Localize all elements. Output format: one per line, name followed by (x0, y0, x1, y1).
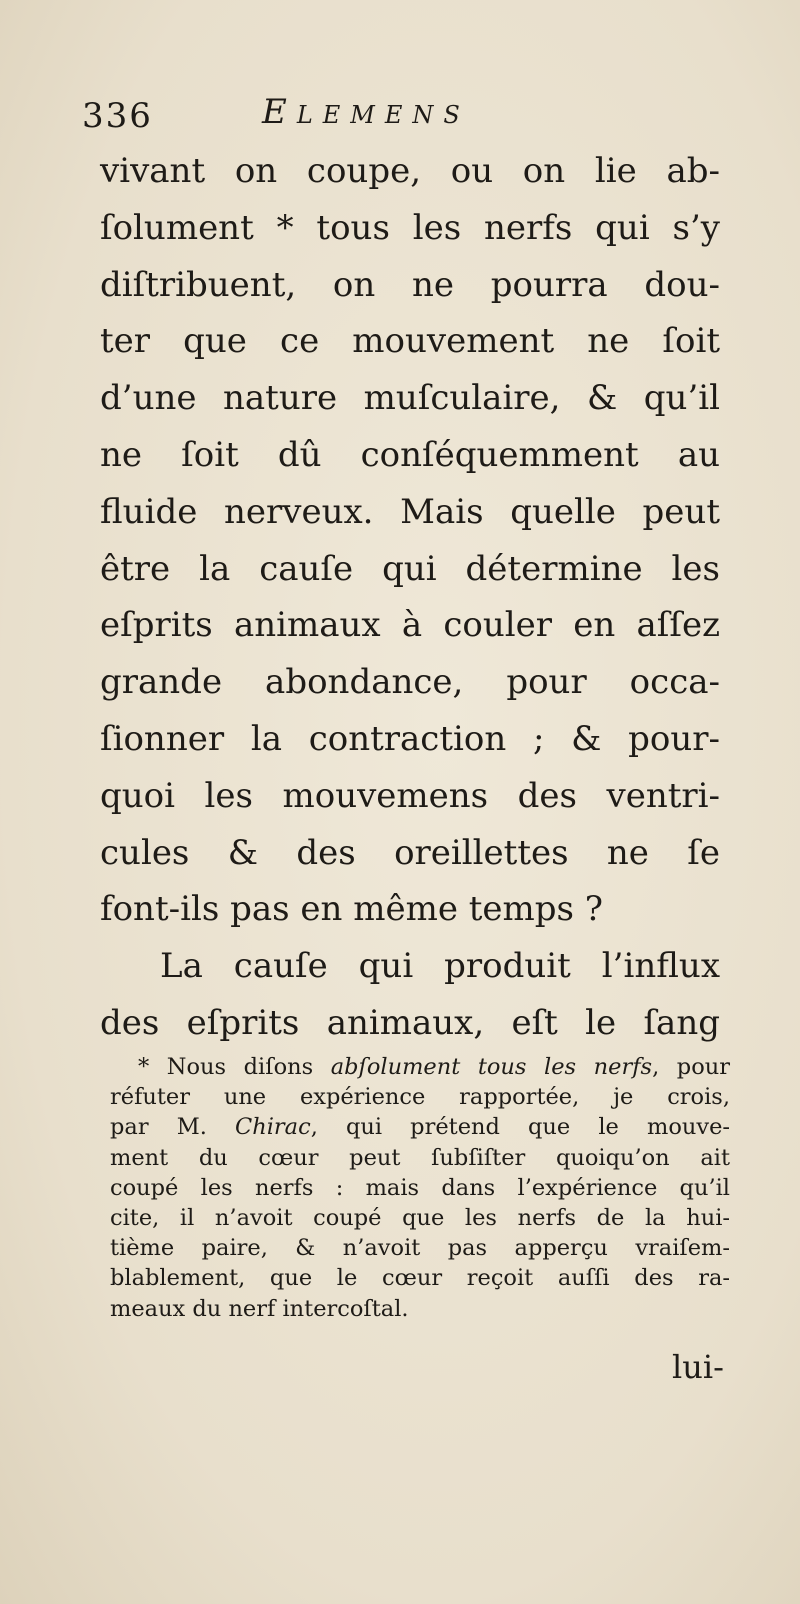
text-line: ter que ce mouvement ne ſoit (100, 321, 720, 362)
text-line: fluide nerveux. Mais quelle peut (100, 491, 720, 532)
text-line: être la cauſe qui détermine les (100, 548, 720, 589)
running-head (82, 92, 642, 142)
footnote-line (110, 1112, 730, 1142)
page-number: 336 (82, 96, 153, 136)
footnote-text: , qui prétend que le mouve- (310, 1114, 730, 1141)
footnote-text: , pour (652, 1054, 731, 1080)
footnote-line: blablement, que le cœur reçoit auſſi des ra- (110, 1265, 730, 1292)
text-line: font-ils pas en même temps ? (100, 889, 604, 930)
text-line: quoi les mouvemens des ventri- (100, 775, 720, 816)
text-line: d’une nature muſculaire, & qu’il (100, 378, 720, 419)
footnote (110, 1052, 730, 1324)
footnote-text: par M. (110, 1114, 207, 1141)
footnote-line: ment du cœur peut ſubſiſter quoiqu’on ait (110, 1144, 730, 1171)
catchword: lui- (672, 1348, 724, 1386)
footnote-line: coupé les nerfs : mais dans l’expérience qu’il (110, 1174, 730, 1201)
footnote-line: meaux du nerf intercoſtal. (110, 1295, 409, 1322)
footnote-text: * Nous diſons (138, 1054, 314, 1080)
footnote-line: réfuter une expérience rapportée, je crois, (110, 1084, 730, 1111)
text-line: grande abondance, pour occa- (100, 662, 720, 703)
footnote-line (110, 1052, 730, 1082)
footnote-emphasis: abſolument tous les nerfs (330, 1054, 653, 1080)
text-line: ſolument * tous les nerfs qui s’y (100, 207, 720, 248)
text-line: vivant on coupe, ou on lie ab- (100, 151, 720, 191)
text-line: eſprits animaux à couler en aſſez (100, 605, 720, 646)
text-line: diſtribuent, on ne pourra dou- (100, 264, 720, 305)
text-line: ſionner la contraction ; & pour- (100, 718, 720, 759)
footnote-line: cite, il n’avoit coupé que les nerfs de la hui- (110, 1204, 730, 1231)
text-line: ne ſoit dû conſéquemment au (100, 434, 720, 475)
body-text (100, 143, 720, 1052)
text-line: cules & des oreillettes ne ſe (100, 832, 720, 873)
text-line: La cauſe qui produit l’influx (160, 946, 720, 987)
footnote-line: tième paire, & n’avoit pas apperçu vraiſem- (110, 1235, 730, 1262)
footnote-emphasis: Chirac (235, 1114, 311, 1141)
text-line: des eſprits animaux, eſt le ſang (100, 1002, 720, 1043)
running-title: Elemens (262, 92, 470, 132)
